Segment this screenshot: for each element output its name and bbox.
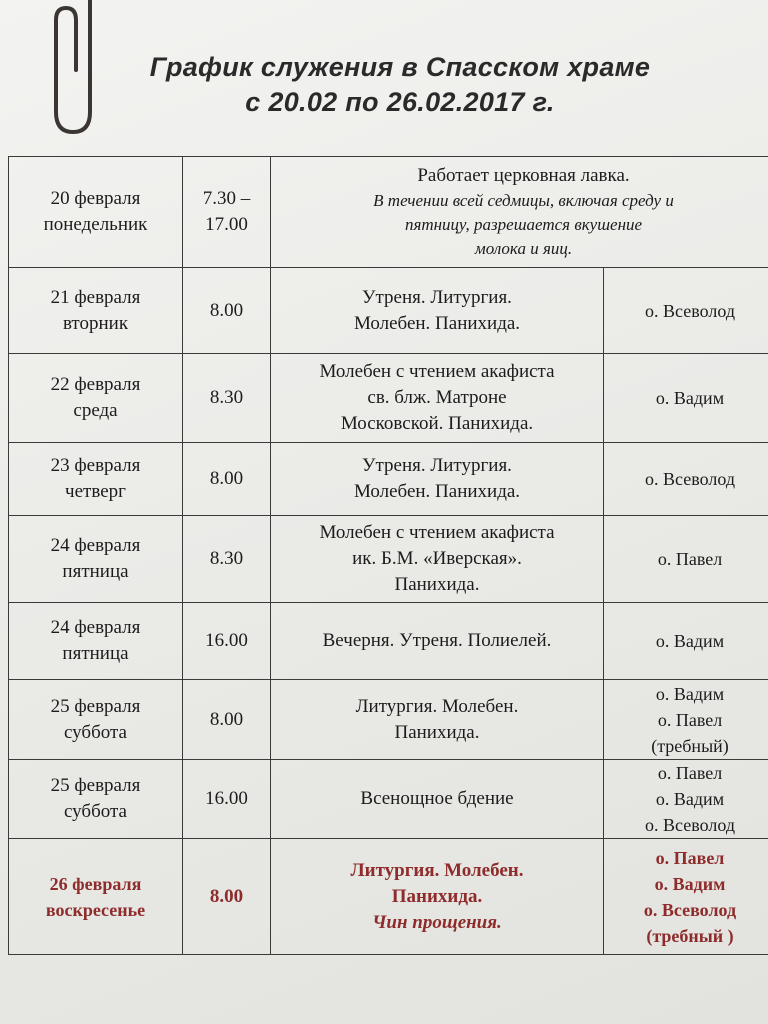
- priest-name: о. Павел: [657, 549, 723, 569]
- service-cell: [271, 680, 604, 760]
- service-text: Панихида.: [394, 574, 480, 595]
- date-cell: [9, 354, 183, 443]
- priest-name: о. Вадим: [655, 789, 725, 809]
- priest-name: о. Вадим: [655, 683, 725, 704]
- weekday-text: суббота: [64, 801, 127, 822]
- service-cell: [271, 157, 768, 268]
- time-cell: [183, 516, 271, 603]
- page-title: [100, 50, 700, 120]
- priest-name: о. Вадим: [654, 873, 726, 894]
- date-cell: [9, 516, 183, 603]
- time-text: 8.30: [209, 548, 244, 569]
- date-text: 22 февраля: [50, 374, 141, 395]
- priest-name: о. Вадим: [655, 388, 725, 408]
- table-row: [9, 760, 768, 839]
- note-text: пятницу, разрешается вкушение: [404, 215, 643, 234]
- time-text: 8.00: [209, 299, 244, 321]
- date-cell: [9, 443, 183, 516]
- note-text: Чин прощения.: [372, 911, 502, 933]
- weekday-text: суббота: [64, 721, 127, 743]
- priest-cell: [604, 839, 768, 955]
- time-text: 17.00: [205, 214, 248, 235]
- time-cell: [183, 443, 271, 516]
- service-text: Молебен с чтением акафиста: [319, 522, 555, 543]
- service-cell: [271, 760, 604, 839]
- weekday-text: четверг: [65, 481, 126, 502]
- priest-cell: [604, 680, 768, 760]
- service-text: Молебен. Панихида.: [353, 312, 521, 334]
- service-cell: [271, 443, 604, 516]
- priest-cell: [604, 516, 768, 603]
- priest-cell: [604, 603, 768, 680]
- priest-name: (требный ): [646, 925, 734, 946]
- time-cell: [183, 760, 271, 839]
- priest-name: о. Павел: [655, 847, 725, 868]
- table-row: [9, 839, 768, 955]
- date-text: 26 февраля: [49, 873, 142, 894]
- service-text: Утреня. Литургия.: [362, 286, 512, 308]
- priest-name: о. Павел: [657, 709, 723, 730]
- time-cell: [183, 354, 271, 443]
- title-line-2: с 20.02 по 26.02.2017 г.: [245, 87, 555, 117]
- date-cell: [9, 760, 183, 839]
- table-row: [9, 516, 768, 603]
- date-cell: [9, 680, 183, 760]
- priest-name: о. Всеволод: [645, 469, 735, 489]
- time-cell: [183, 680, 271, 760]
- service-text: Панихида.: [394, 721, 480, 743]
- weekday-text: воскресенье: [45, 899, 146, 920]
- priest-name: о. Всеволод: [645, 300, 735, 321]
- service-text: Утреня. Литургия.: [362, 455, 512, 476]
- date-text: 24 февраля: [50, 535, 141, 556]
- time-cell: [183, 839, 271, 955]
- service-cell: [271, 516, 604, 603]
- weekday-text: среда: [73, 400, 118, 421]
- priest-name: о. Всеволод: [645, 815, 735, 835]
- service-cell: [271, 839, 604, 955]
- time-text: 16.00: [205, 788, 248, 809]
- date-text: 23 февраля: [50, 455, 141, 476]
- service-text: Вечерня. Утреня. Полиелей.: [322, 630, 552, 651]
- service-text: Молебен с чтением акафиста: [319, 361, 555, 382]
- time-cell: [183, 268, 271, 354]
- priest-cell: [604, 443, 768, 516]
- weekday-text: вторник: [62, 312, 129, 334]
- priest-cell: [604, 268, 768, 354]
- service-text: Работает церковная лавка.: [417, 165, 630, 186]
- note-text: молока и яиц.: [474, 239, 573, 258]
- service-text: Литургия. Молебен.: [350, 859, 524, 881]
- time-cell: [183, 603, 271, 680]
- table-row: [9, 680, 768, 760]
- time-text: 8.00: [209, 885, 244, 907]
- date-text: 20 февраля: [50, 188, 141, 209]
- priest-cell: [604, 354, 768, 443]
- date-text: 25 февраля: [50, 695, 141, 717]
- time-text: 7.30 –: [202, 188, 251, 209]
- date-text: 24 февраля: [50, 617, 141, 638]
- priest-cell: [604, 760, 768, 839]
- table-row: [9, 603, 768, 680]
- service-text: Молебен. Панихида.: [353, 481, 521, 502]
- time-text: 8.00: [209, 708, 244, 730]
- time-text: 8.00: [209, 468, 244, 489]
- table-row: [9, 268, 768, 354]
- time-text: 16.00: [205, 630, 248, 651]
- weekday-text: пятница: [62, 643, 129, 664]
- service-text: св. блж. Матроне: [367, 387, 507, 408]
- table-row: [9, 157, 768, 268]
- date-cell: [9, 839, 183, 955]
- time-text: 8.30: [209, 387, 244, 408]
- priest-name: (требный): [651, 735, 729, 756]
- date-cell: [9, 603, 183, 680]
- date-cell: [9, 268, 183, 354]
- priest-name: о. Павел: [657, 763, 723, 783]
- date-cell: [9, 157, 183, 268]
- time-cell: [183, 157, 271, 268]
- table-row: [9, 443, 768, 516]
- weekday-text: понедельник: [43, 214, 148, 235]
- service-text: Панихида.: [391, 885, 483, 907]
- service-text: Всенощное бдение: [360, 788, 514, 809]
- service-text: Литургия. Молебен.: [355, 695, 519, 717]
- weekday-text: пятница: [62, 561, 129, 582]
- service-text: ик. Б.М. «Иверская».: [352, 548, 522, 569]
- note-text: В течении всей седмицы, включая среду и: [373, 191, 674, 210]
- service-cell: [271, 354, 604, 443]
- service-cell: [271, 268, 604, 354]
- table-row: [9, 354, 768, 443]
- priest-name: о. Вадим: [655, 631, 725, 651]
- priest-name: о. Всеволод: [643, 899, 737, 920]
- title-line-1: График служения в Спасском храме: [149, 52, 651, 82]
- service-text: Московской. Панихида.: [340, 413, 534, 434]
- paper-clip-icon: [46, 0, 100, 140]
- schedule-table: [8, 156, 768, 955]
- date-text: 21 февраля: [50, 286, 141, 308]
- service-cell: [271, 603, 604, 680]
- date-text: 25 февраля: [50, 775, 141, 796]
